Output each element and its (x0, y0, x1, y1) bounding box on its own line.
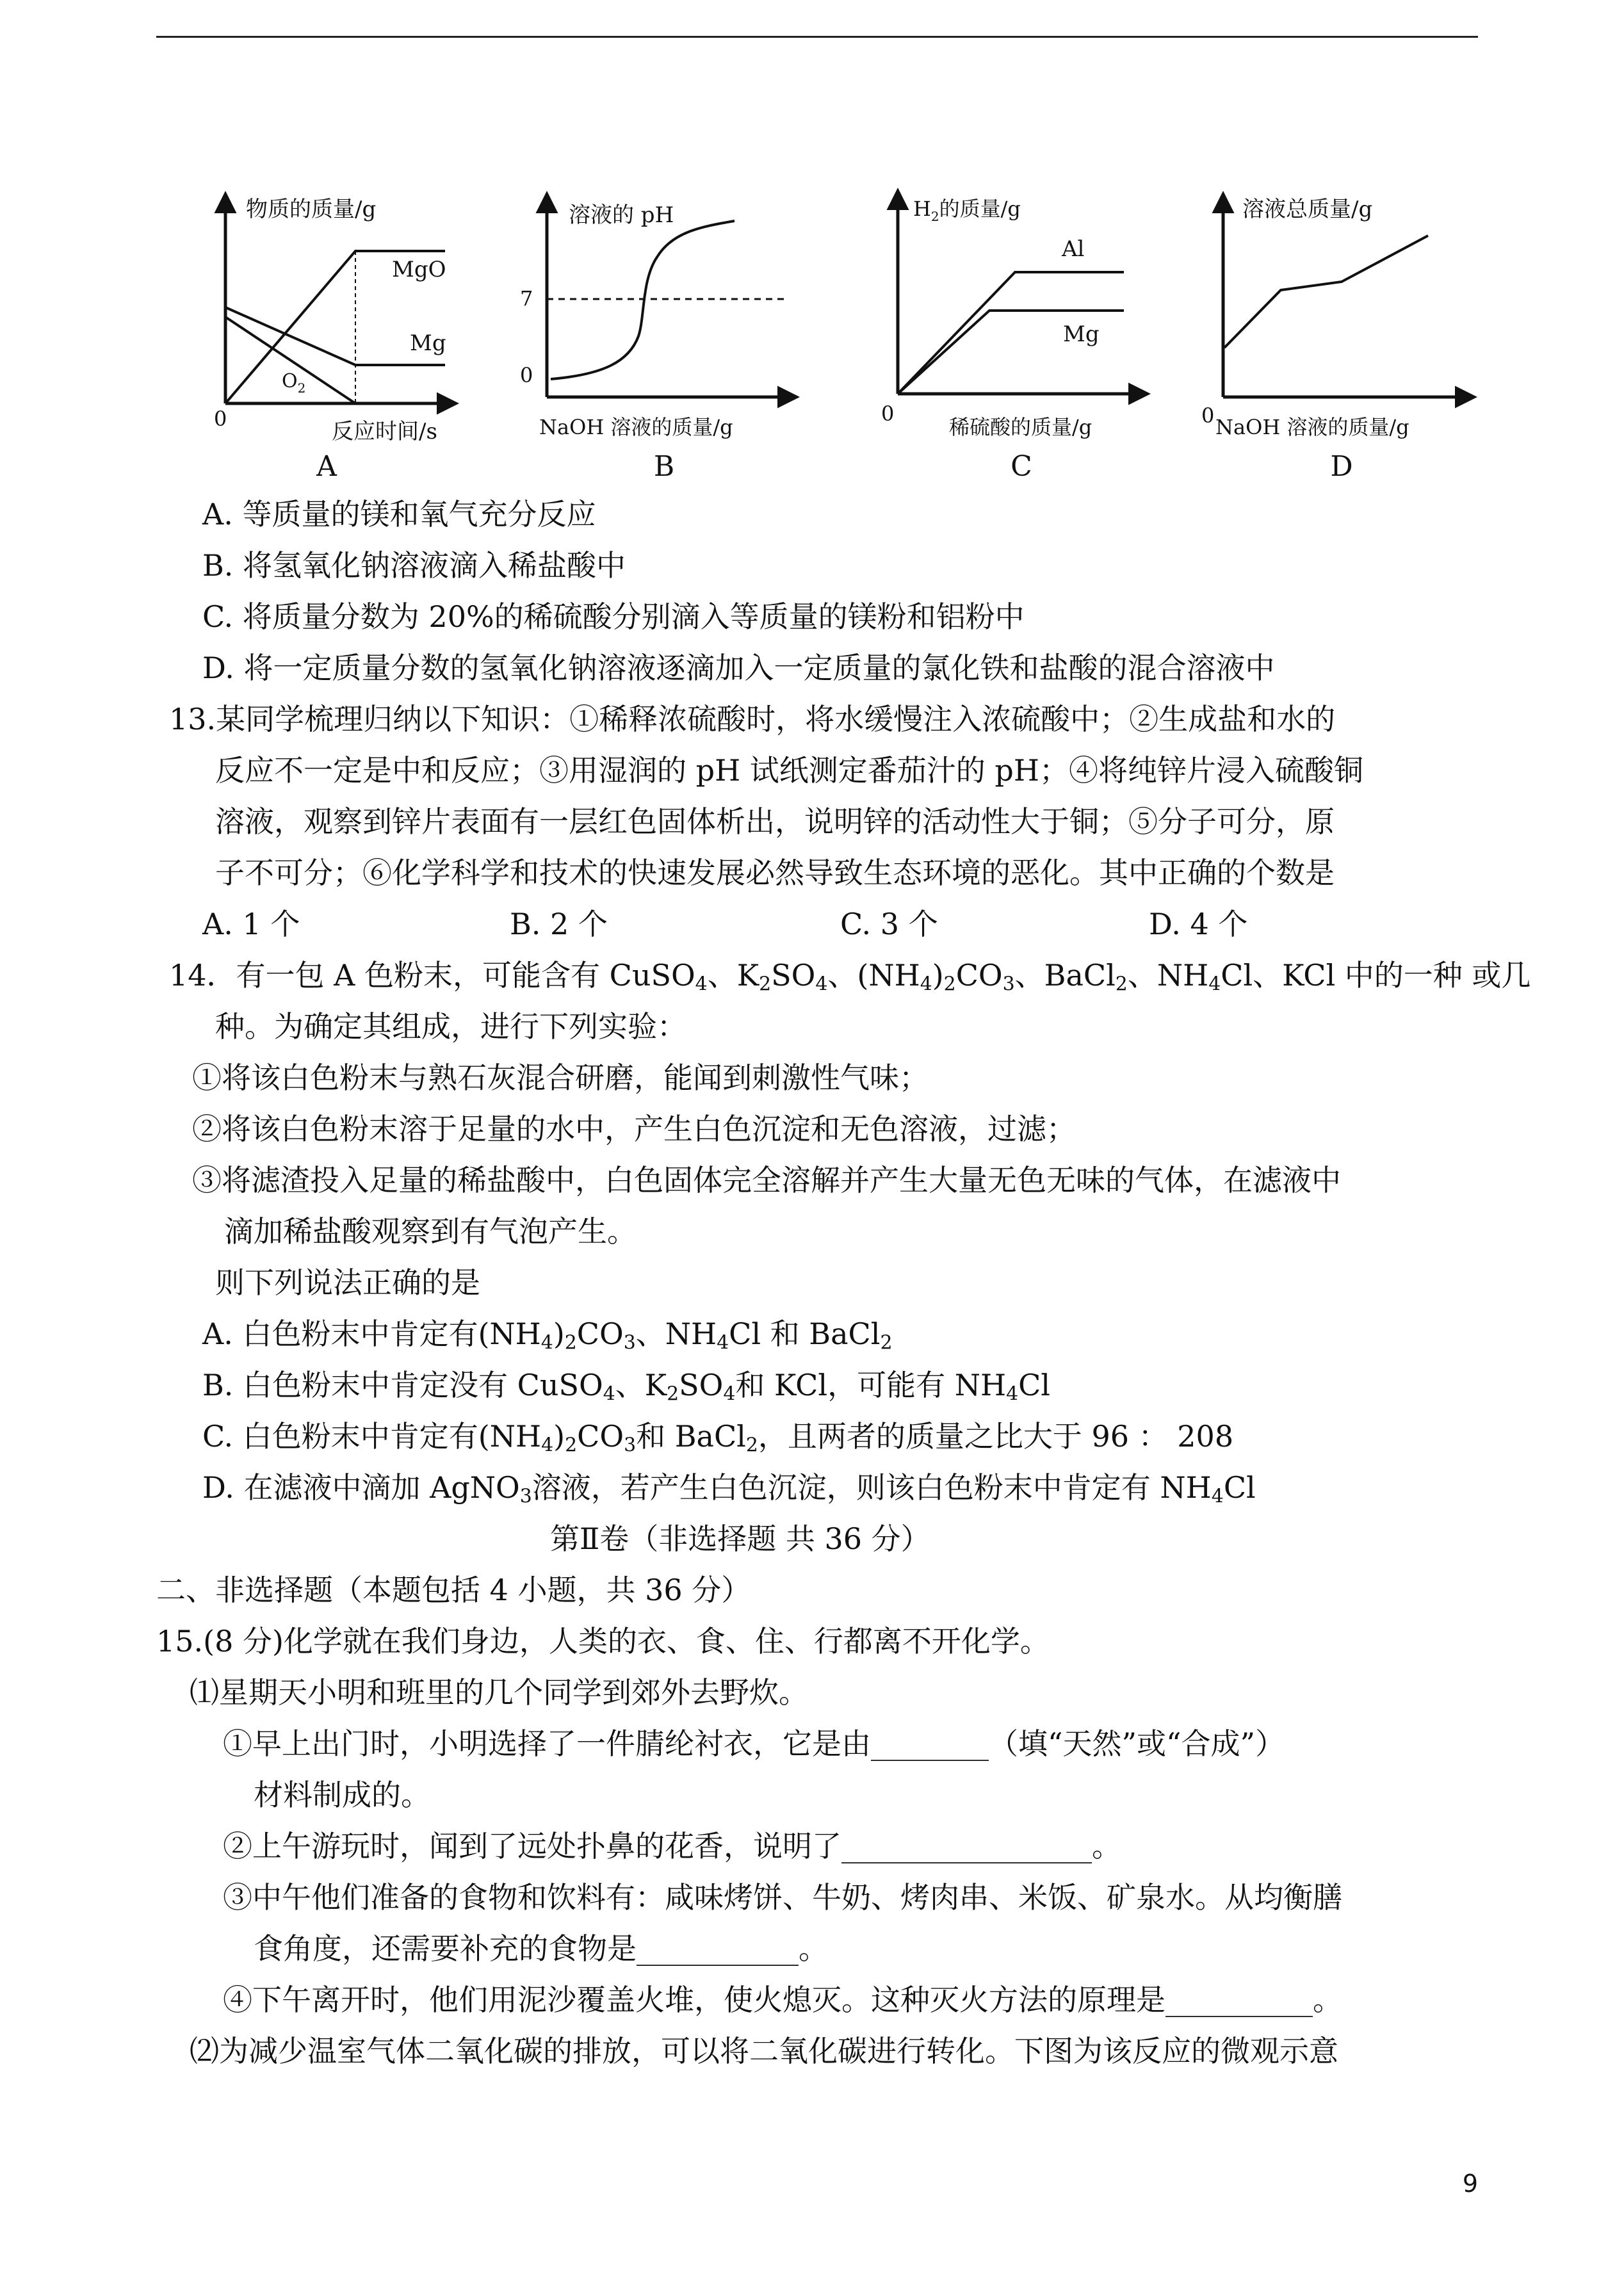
header-rule (156, 36, 1478, 38)
chart-c (871, 182, 1140, 483)
chart-d-ylabel: 溶液总质量/g (1242, 197, 1373, 222)
q12-option-a: A. 等质量的镁和氧气充分反应 (202, 497, 596, 531)
q13-line-4: 子不可分；⑥化学科学和技术的快速发展必然导致生态环境的恶化。其中正确的个数是 (215, 856, 1335, 890)
chart-b-tick-7: 7 (520, 286, 533, 311)
chart-a-label-o2: $O_2$ (282, 370, 306, 396)
q14-line-2: 种。为确定其组成，进行下列实验： (215, 1009, 686, 1044)
q13-option-d: D. 4 个 (1149, 907, 1248, 941)
q15-item-2: ②上午游玩时，闻到了远处扑鼻的花香，说明了_________________。 (223, 1829, 1121, 1863)
chart-c-letter: C (1011, 450, 1032, 483)
chart-b-svg (520, 182, 808, 451)
q13-option-c: C. 3 个 (840, 907, 938, 941)
q15-item-1: ①早上出门时，小明选择了一件腈纶衬衣，它是由________（填“天然”或“合成”） (223, 1726, 1285, 1761)
chart-d-origin: 0 (1201, 403, 1215, 428)
figure-row (192, 182, 1486, 483)
chart-d-letter: D (1330, 450, 1353, 483)
q13-line-2: 反应不一定是中和反应；③用湿润的 pH 试纸测定番茄汁的 pH；④将纯锌片浸入硫酸铜 (215, 753, 1363, 788)
q15-sub-2: ⑵为减少温室气体二氧化碳的排放，可以将二氧化碳进行转化。下图为该反应的微观示意 (190, 2034, 1338, 2068)
chart-a-svg (192, 182, 461, 451)
q15-sub-1: ⑴星期天小明和班里的几个同学到郊外去野炊。 (190, 1675, 808, 1710)
q13-line-3: 溶液，观察到锌片表面有一层红色固体析出，说明锌的活动性大于铜；⑤分子可分，原 (215, 804, 1335, 839)
chart-d-xlabel: NaOH 溶液的质量/g (1215, 415, 1409, 439)
chart-a-label-mg: Mg (410, 330, 446, 356)
chart-b (520, 182, 789, 483)
q12-option-d: D. 将一定质量分数的氢氧化钠溶液逐滴加入一定质量的氯化铁和盐酸的混合溶液中 (202, 651, 1275, 685)
chart-c-label-al: Al (1062, 236, 1085, 262)
part-title: 二、非选择题（本题包括 4 小题，共 36 分） (156, 1573, 751, 1607)
volume-title: 第Ⅱ卷（非选择题 共 36 分） (550, 1521, 930, 1556)
q14-option-b: B. 白色粉末中肯定没有 CuSO$_4$、$K_2SO_4$和 KCl，可能有 $NH_4Cl$ (202, 1368, 1051, 1406)
chart-a-label-mgo: MgO (392, 257, 446, 282)
chart-a-letter: A (316, 450, 337, 483)
chart-b-xlabel: NaOH 溶液的质量/g (539, 415, 733, 439)
chart-c-origin: 0 (881, 401, 895, 426)
q14-option-d: D. 在滤液中滴加 AgNO$_3$溶液，若产生白色沉淀，则该白色粉末中肯定有 $NH_4Cl$ (202, 1470, 1256, 1508)
chart-a-xlabel: 反应时间/s (332, 419, 437, 444)
chart-b-letter: B (653, 450, 675, 483)
q13-option-b: B. 2 个 (510, 907, 608, 941)
q12-option-c: C. 将质量分数为 20%的稀硫酸分别滴入等质量的镁粉和铝粉中 (202, 599, 1025, 634)
chart-d-svg (1191, 182, 1486, 451)
page-number: 9 (1462, 2169, 1478, 2198)
chart-c-ylabel: $H_2$的质量/g (913, 197, 1021, 224)
q12-option-b: B. 将氢氧化钠溶液滴入稀盐酸中 (202, 548, 626, 583)
q14-ask: 则下列说法正确的是 (215, 1265, 480, 1300)
q13-option-a: A. 1 个 (202, 907, 300, 941)
q14-step-3: ③将滤渣投入足量的稀盐酸中，白色固体完全溶解并产生大量无色无味的气体，在滤液中 (192, 1163, 1341, 1197)
q14-step-2: ②将该白色粉末溶于足量的水中，产生白色沉淀和无色溶液，过滤； (192, 1112, 1076, 1146)
q15-title: 15.(8 分)化学就在我们身边，人类的衣、食、住、行都离不开化学。 (156, 1624, 1050, 1658)
q15-item-3-cont: 食角度，还需要补充的食物是___________。 (254, 1931, 828, 1966)
q14-step-3-cont: 滴加稀盐酸观察到有气泡产生。 (224, 1214, 637, 1249)
chart-c-label-mg: Mg (1063, 321, 1100, 347)
chart-d (1191, 182, 1460, 483)
q15-item-4: ④下午离开时，他们用泥沙覆盖火堆，使火熄灭。这种灭火方法的原理是__________。 (223, 1983, 1342, 2017)
q13-line-1: 13.某同学梳理归纳以下知识：①稀释浓硫酸时，将水缓慢注入浓硫酸中；②生成盐和水的 (169, 702, 1336, 736)
q14-step-1: ①将该白色粉末与熟石灰混合研磨，能闻到刺激性气味； (192, 1060, 929, 1095)
chart-a (192, 182, 461, 483)
chart-c-svg (871, 182, 1153, 451)
q14-option-a: A. 白色粉末中肯定有$(NH_4)_2CO_3$、$NH_4Cl$ 和 BaCl$_2$ (202, 1317, 893, 1354)
chart-b-origin: 0 (520, 363, 533, 387)
chart-b-ylabel: 溶液的 pH (569, 202, 674, 228)
chart-c-xlabel: 稀硫酸的质量/g (949, 415, 1092, 439)
q14-line-1: 14．有一包 A 色粉末，可能含有 CuSO$_4$、$K_2SO_4$、$(NH_4)_2CO_3$、BaCl$_2$、$NH_4Cl$、KCl 中的一种 或几 (169, 958, 1531, 996)
chart-a-ylabel: 物质的质量/g (246, 197, 377, 222)
q15-item-3: ③中午他们准备的食物和饮料有：咸味烤饼、牛奶、烤肉串、米饭、矿泉水。从均衡膳 (223, 1880, 1342, 1915)
chart-d-series-total-mass (1224, 236, 1428, 348)
chart-a-origin: 0 (214, 407, 227, 431)
q15-item-1-cont: 材料制成的。 (254, 1778, 430, 1812)
q14-option-c: C. 白色粉末中肯定有$(NH_4)_2CO_3$和 BaCl$_2$，且两者的质量之比大于 96 ： 208 (202, 1419, 1234, 1457)
